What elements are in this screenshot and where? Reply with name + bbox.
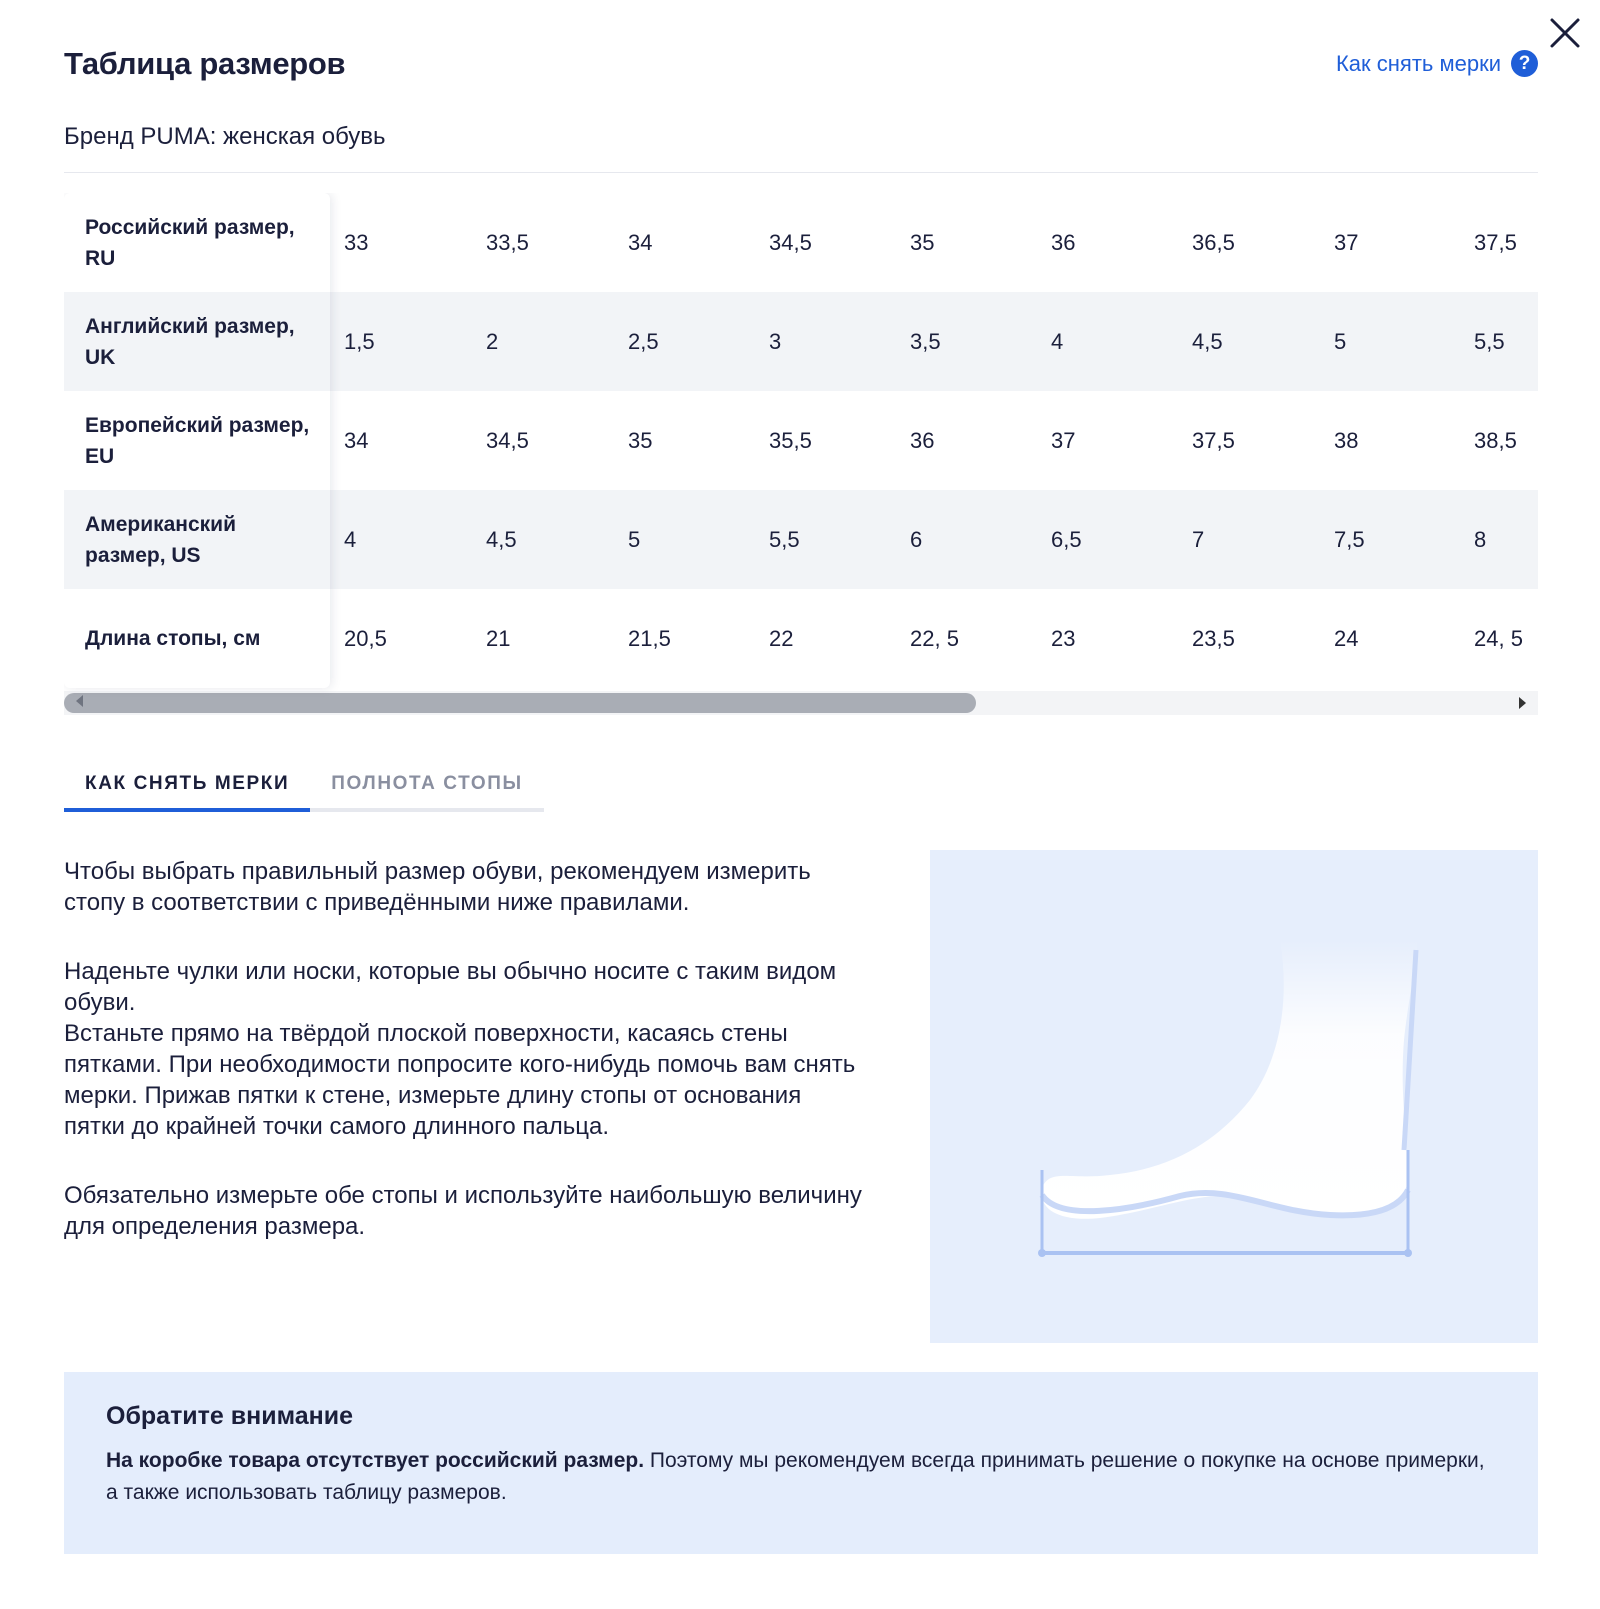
table-cell: 38,5 <box>1474 427 1517 453</box>
table-cell: 8 <box>1474 526 1487 552</box>
table-cell: 1,5 <box>344 328 375 354</box>
table-cell: 4 <box>344 526 357 552</box>
foot-measurement-illustration <box>930 850 1538 1343</box>
table-cell: 5 <box>1334 328 1347 354</box>
instruction-stand: Встаньте прямо на твёрдой плоской поверхности, касаясь стены пятками. При необходимости попросите кого-нибудь помочь вам снять мерки. Прижав пятки к стене, измерьте длину стопы от основания пятки до крайней точки самого длинного пальца. <box>64 1020 856 1140</box>
notice-title: Обратите внимание <box>106 1402 354 1430</box>
table-cell: 37 <box>1051 427 1076 453</box>
instruction-both-feet: Обязательно измерьте обе стопы и используйте наибольшую величину для определения размера. <box>64 1182 862 1240</box>
foot-icon <box>930 850 1538 1343</box>
table-cell: 2 <box>486 328 499 354</box>
table-cell: 2,5 <box>628 328 659 354</box>
table-cell: 33,5 <box>486 229 529 255</box>
instruction-socks: Наденьте чулки или носки, которые вы обычно носите с таким видом обуви. <box>64 958 837 1016</box>
table-cell: 5,5 <box>1474 328 1505 354</box>
table-cell: 21,5 <box>628 625 671 651</box>
table-cell: 33 <box>344 229 369 255</box>
table-cell: 5,5 <box>769 526 800 552</box>
measure-instructions <box>64 856 864 1242</box>
instruction-intro: Чтобы выбрать правильный размер обуви, рекомендуем измерить стопу в соответствии с приведёнными ниже правилами. <box>64 858 811 916</box>
notice-body-text: Поэтому мы рекомендуем всегда принимать решение о покупке на основе примерки, а также использовать таблицу размеров. <box>106 1449 1485 1504</box>
scroll-right-arrow-icon[interactable] <box>1519 697 1526 709</box>
table-cell: 6,5 <box>1051 526 1082 552</box>
table-cell: 34,5 <box>486 427 529 453</box>
table-cell: 35 <box>910 229 935 255</box>
how-to-measure-label: Как снять мерки <box>1335 50 1501 76</box>
table-cell: 3 <box>769 328 782 354</box>
table-cell: 36,5 <box>1192 229 1235 255</box>
table-row-uk <box>64 292 1538 391</box>
table-cell: 35,5 <box>769 427 812 453</box>
table-row-eu <box>64 391 1538 490</box>
table-cell: 24 <box>1334 625 1359 651</box>
close-icon <box>1548 16 1582 50</box>
table-cell: 24, 5 <box>1474 625 1523 651</box>
table-cell: 34 <box>344 427 369 453</box>
table-cell: 4,5 <box>1192 328 1223 354</box>
question-circle-icon: ? <box>1511 50 1538 77</box>
size-table <box>64 193 1538 713</box>
table-cell: 34,5 <box>769 229 812 255</box>
modal-title: Таблица размеров <box>64 46 346 81</box>
table-cell: 3,5 <box>910 328 941 354</box>
row-label: Европейский размер, EU <box>64 391 330 490</box>
table-cell: 35 <box>628 427 653 453</box>
table-cell: 22 <box>769 625 794 651</box>
how-to-measure-link[interactable] <box>1336 50 1538 77</box>
table-cell: 37,5 <box>1474 229 1517 255</box>
row-label: Английский размер, UK <box>64 292 330 391</box>
table-cell: 22, 5 <box>910 625 959 651</box>
table-cell: 36 <box>1051 229 1076 255</box>
table-row-us <box>64 490 1538 589</box>
table-cell: 5 <box>628 526 641 552</box>
notice-bold-text: На коробке товара отсутствует российский размер. <box>106 1449 645 1472</box>
table-cell: 37 <box>1334 229 1359 255</box>
table-cell: 38 <box>1334 427 1359 453</box>
table-row-ru <box>64 193 1538 292</box>
tab-foot-width[interactable]: ПОЛНОТА СТОПЫ <box>310 760 543 812</box>
tab-how-to-measure[interactable]: КАК СНЯТЬ МЕРКИ <box>64 760 310 812</box>
scroll-left-arrow-icon[interactable] <box>76 695 83 707</box>
table-cell: 20,5 <box>344 625 387 651</box>
brand-subtitle: Бренд PUMA: женская обувь <box>64 123 386 150</box>
table-cell: 36 <box>910 427 935 453</box>
row-label: Длина стопы, см <box>64 589 330 688</box>
table-cell: 7 <box>1192 526 1205 552</box>
table-cell: 34 <box>628 229 653 255</box>
scrollbar-thumb[interactable] <box>64 693 976 713</box>
table-cell: 23,5 <box>1192 625 1235 651</box>
table-cell: 4,5 <box>486 526 517 552</box>
info-tabs <box>64 760 544 812</box>
close-button[interactable] <box>1548 16 1582 50</box>
table-row-foot-length <box>64 589 1538 688</box>
table-cell: 23 <box>1051 625 1076 651</box>
table-cell: 7,5 <box>1334 526 1365 552</box>
notice-text <box>106 1445 1496 1509</box>
table-cell: 4 <box>1051 328 1064 354</box>
row-label: Американский размер, US <box>64 490 330 589</box>
table-cell: 37,5 <box>1192 427 1235 453</box>
header-divider <box>64 172 1538 173</box>
attention-notice <box>64 1372 1538 1554</box>
table-cell: 6 <box>910 526 923 552</box>
table-cell: 21 <box>486 625 511 651</box>
row-label: Российский размер, RU <box>64 193 330 292</box>
table-horizontal-scrollbar[interactable] <box>64 691 1538 715</box>
